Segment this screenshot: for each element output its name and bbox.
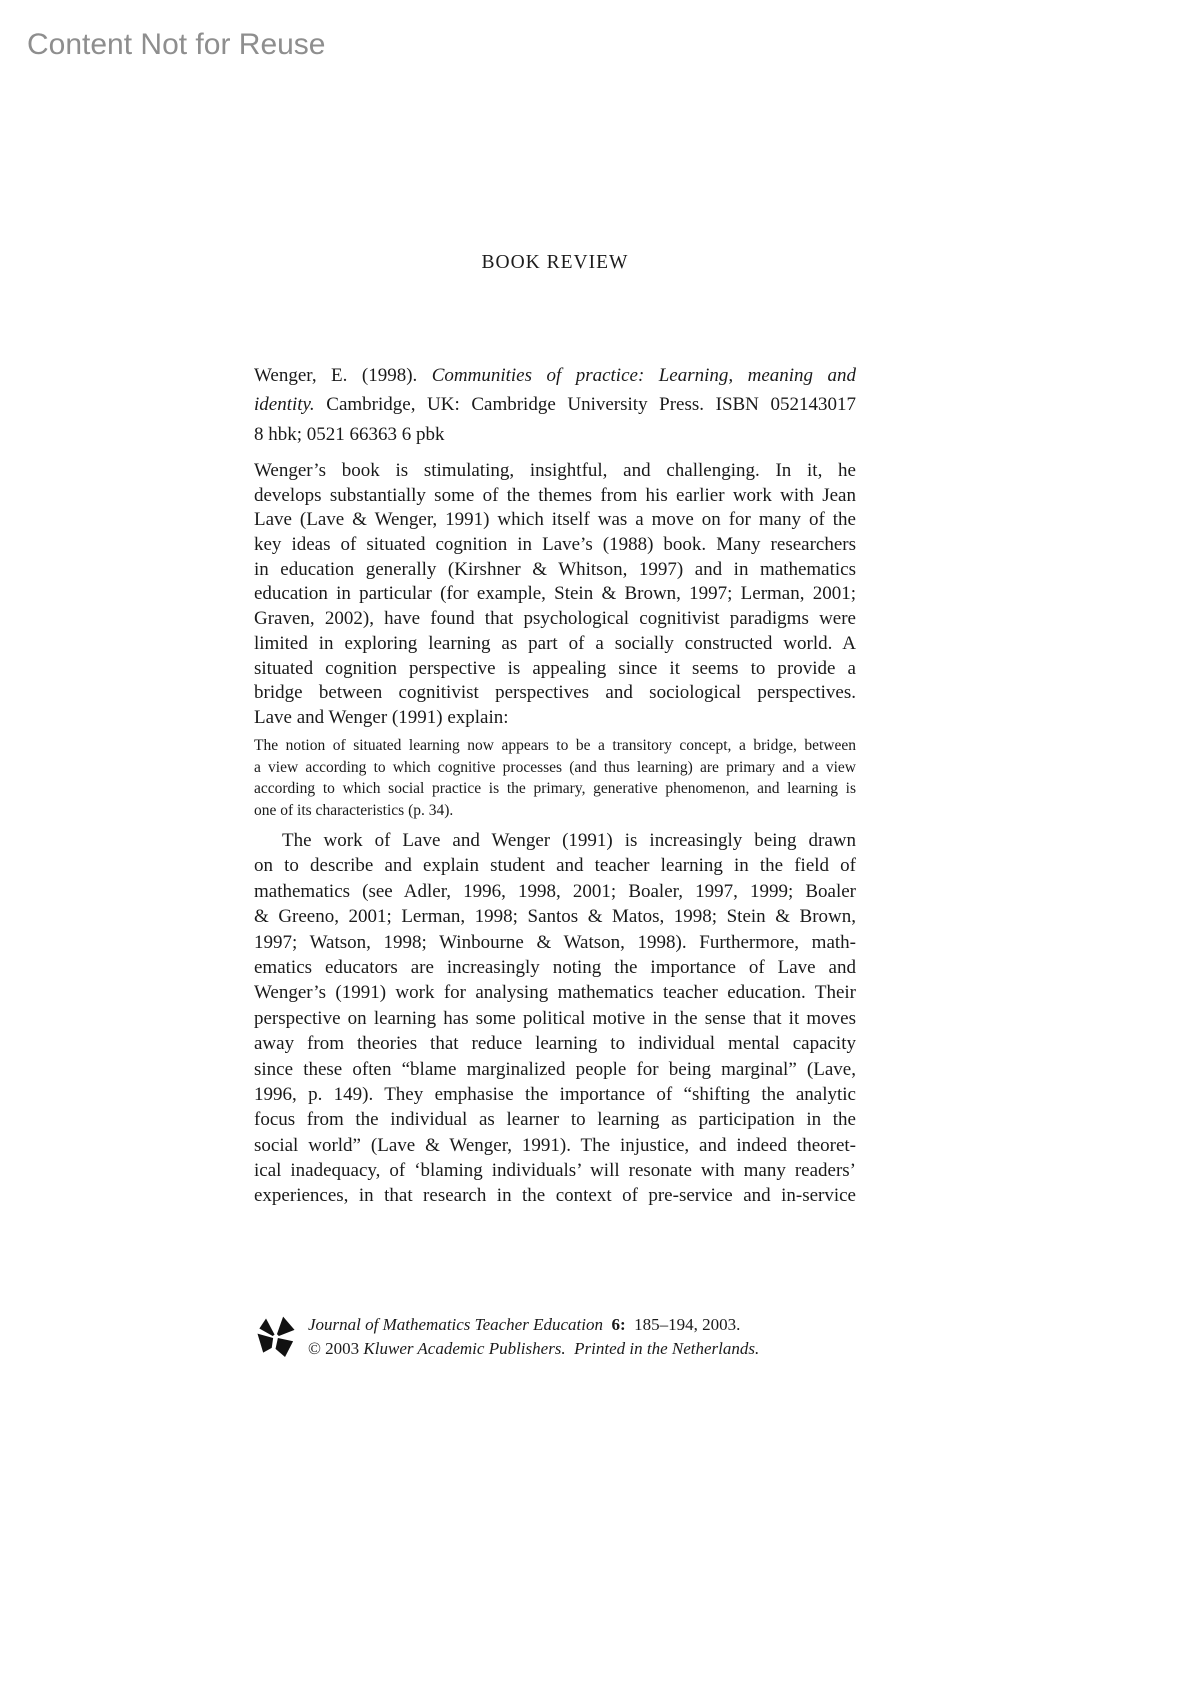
text-segment: Wenger, E. (1998). — [254, 365, 432, 386]
text-line — [254, 484, 856, 509]
text-segment: education in particular (for example, Stein & Brown, 1997; Lerman, 2001; — [254, 583, 856, 605]
text-line — [308, 1337, 856, 1361]
text-line — [254, 853, 856, 878]
text-segment: Lave and Wenger (1991) explain: — [254, 706, 509, 728]
text-segment: Cambridge, UK: Cambridge University Press. ISBN 052143017 — [314, 394, 856, 416]
text-line — [254, 533, 856, 558]
text-line — [254, 582, 856, 607]
text-line — [254, 706, 856, 731]
text-line — [254, 361, 856, 390]
text-line — [254, 459, 856, 484]
text-line — [254, 904, 856, 929]
text-segment: according to which social practice is the primary, generative phenomenon, and learning is — [254, 780, 856, 797]
text-segment: ematics educators are increasingly noting the importance of Lave and — [254, 956, 856, 978]
text-segment: since these often “blame marginalized people for being marginal” (Lave, — [254, 1058, 856, 1080]
text-segment: limited in exploring learning as part of a socially constructed world. A — [254, 632, 856, 654]
text-segment: The notion of situated learning now appears to be a transitory concept, a bridge, between — [254, 737, 856, 754]
text-line — [254, 558, 856, 583]
text-line — [254, 390, 856, 419]
text-segment: situated cognition perspective is appealing since it seems to provide a — [254, 657, 856, 679]
block-quote — [254, 735, 856, 821]
text-segment: focus from the individual as learner to learning as participation in the — [254, 1109, 856, 1131]
text-segment: 1996, p. 149). They emphasise the importance of “shifting the analytic — [254, 1083, 856, 1105]
text-segment — [566, 1339, 575, 1358]
footer-colophon — [254, 1313, 856, 1373]
text-segment: Lave (Lave & Wenger, 1991) which itself was a move on for many of the — [254, 509, 856, 531]
text-segment: on to describe and explain student and teacher learning in the field of — [254, 855, 856, 877]
text-segment: experiences, in that research in the context of pre-service and in-service — [254, 1185, 856, 1207]
text-line — [254, 1107, 856, 1132]
text-line — [254, 955, 856, 980]
text-segment: Printed in the Netherlands. — [574, 1339, 760, 1358]
text-segment: bridge between cognitivist perspectives and sociological perspectives. — [254, 682, 856, 704]
text-line — [254, 607, 856, 632]
text-segment: develops substantially some of the themes from his earlier work with Jean — [254, 484, 856, 506]
text-line — [254, 632, 856, 657]
text-segment: Graven, 2002), have found that psychological cognitivist paradigms were — [254, 608, 856, 630]
text-line — [254, 800, 856, 822]
text-segment: 6: — [611, 1315, 626, 1334]
text-line — [254, 681, 856, 706]
text-line — [254, 930, 856, 955]
text-segment: in education generally (Kirshner & Whitson, 1997) and in mathematics — [254, 558, 856, 580]
text-line — [254, 420, 856, 449]
text-segment: ical inadequacy, of ‘blaming individuals’ will resonate with many readers’ — [254, 1160, 856, 1182]
text-line — [254, 1133, 856, 1158]
text-line — [254, 778, 856, 800]
text-line — [254, 657, 856, 682]
text-segment: a view according to which cognitive processes (and thus learning) are primary and a view — [254, 758, 856, 776]
text-segment: social world” (Lave & Wenger, 1991). The injustice, and indeed theoret- — [254, 1134, 856, 1156]
text-segment: key ideas of situated cognition in Lave’s (1988) book. Many researchers — [254, 534, 856, 556]
footer-text — [308, 1313, 856, 1361]
text-segment: Communities of practice: Learning, meaning and — [431, 365, 856, 386]
text-segment: away from theories that reduce learning to individual mental capacity — [254, 1033, 856, 1055]
text-line — [254, 1158, 856, 1183]
text-segment: one of its characteristics (p. 34). — [254, 801, 454, 819]
text-line — [254, 508, 856, 533]
text-line — [308, 1313, 856, 1337]
text-segment: Kluwer Academic Publishers. — [363, 1339, 566, 1358]
citation-block — [254, 361, 856, 449]
text-line — [254, 879, 856, 904]
page-title: BOOK REVIEW — [481, 252, 629, 273]
watermark: Content Not for Reuse — [27, 28, 326, 61]
text-segment: identity. — [254, 394, 315, 416]
text-line — [254, 1031, 856, 1056]
text-line — [254, 828, 856, 853]
text-line — [254, 1082, 856, 1107]
text-segment: & Greeno, 2001; Lerman, 1998; Santos & Matos, 1998; Stein & Brown, — [254, 906, 856, 928]
text-segment: Journal of Mathematics Teacher Education — [308, 1315, 603, 1334]
text-segment: mathematics (see Adler, 1996, 1998, 2001; Boaler, 1997, 1999; Boaler — [254, 880, 856, 902]
body-paragraph-1 — [254, 459, 856, 731]
text-line — [254, 1057, 856, 1082]
text-segment: The work of Lave and Wenger (1991) is increasingly being drawn — [282, 830, 856, 851]
text-segment: Wenger’s book is stimulating, insightful, and challenging. In it, he — [254, 460, 856, 481]
text-line — [254, 1006, 856, 1031]
text-segment: 185–194, 2003. — [625, 1315, 741, 1334]
text-segment: © 2003 — [308, 1339, 364, 1358]
body-paragraph-2 — [254, 828, 856, 1209]
text-segment: 1997; Watson, 1998; Winbourne & Watson, 1998). Furthermore, math- — [254, 931, 856, 953]
text-line — [254, 757, 856, 779]
text-segment: perspective on learning has some political motive in the sense that it moves — [254, 1007, 856, 1029]
text-segment: Wenger’s (1991) work for analysing mathematics teacher education. Their — [254, 982, 856, 1004]
text-line — [254, 1183, 856, 1208]
text-line — [254, 735, 856, 757]
text-line — [254, 980, 856, 1005]
kluwer-butterfly-logo-icon — [257, 1316, 295, 1358]
text-segment: 8 hbk; 0521 66363 6 pbk — [254, 423, 445, 445]
